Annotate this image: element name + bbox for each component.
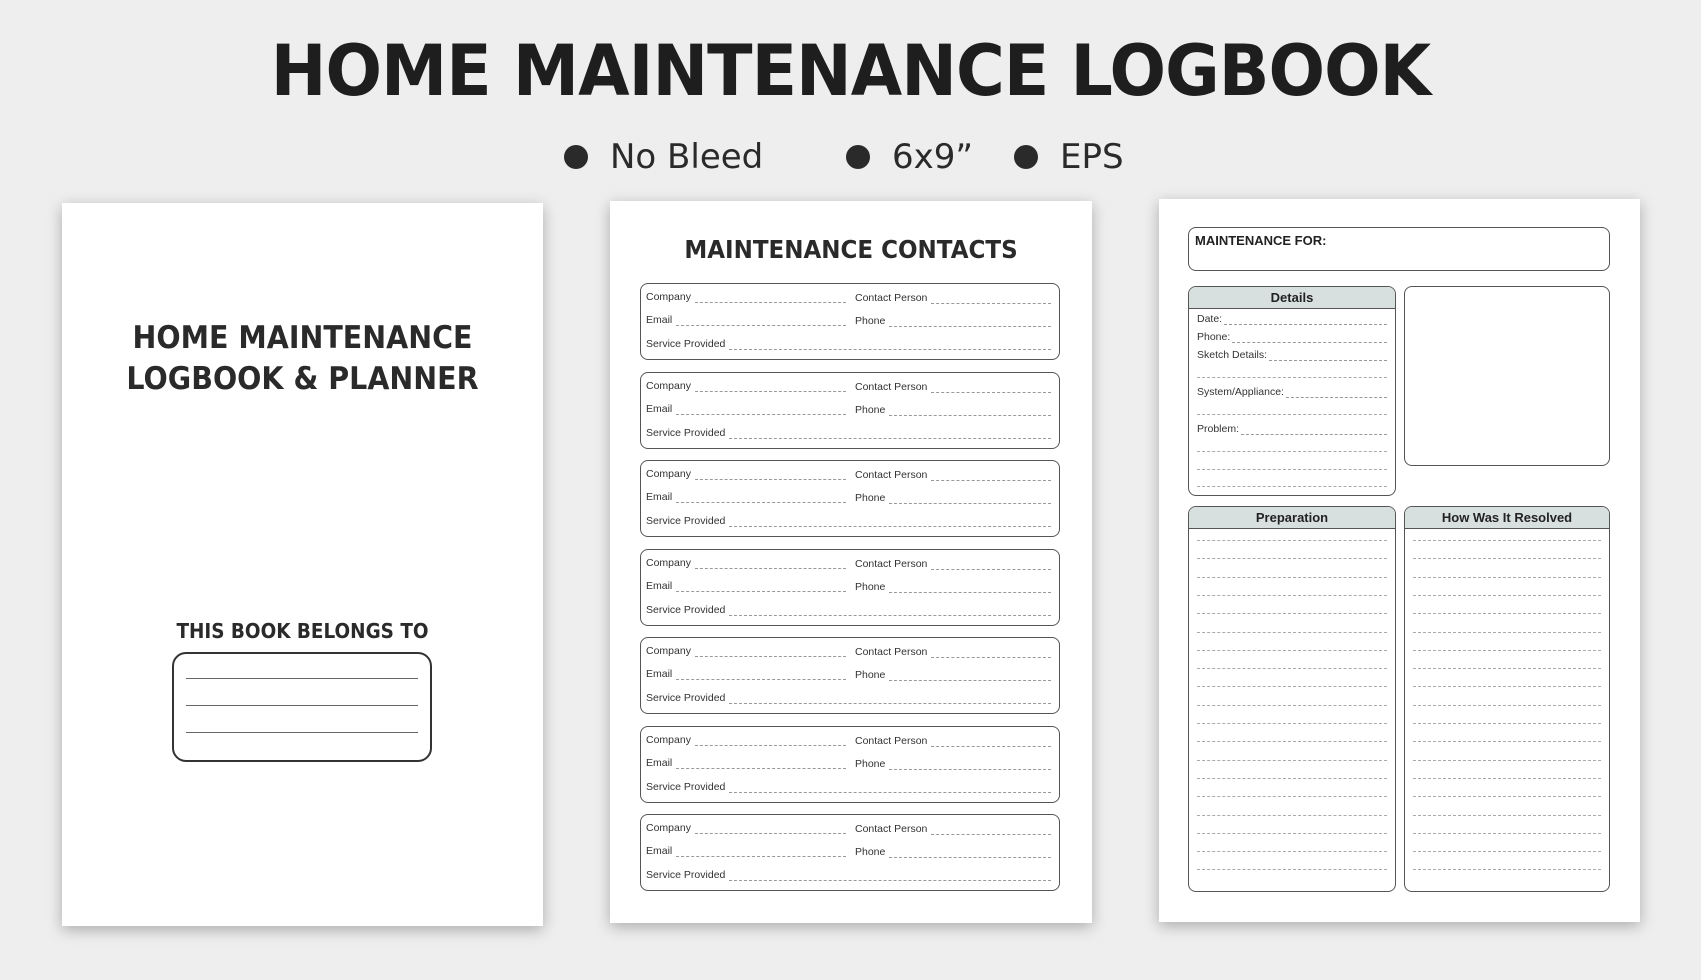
- bullet-icon: [564, 145, 588, 169]
- field-label: Contact Person: [855, 646, 928, 658]
- contact-card: [640, 372, 1060, 449]
- field-label: Company: [646, 645, 691, 657]
- email-field[interactable]: [646, 314, 846, 326]
- feature-item: [564, 135, 763, 179]
- feature-list: [0, 135, 1701, 179]
- contact-card: [640, 814, 1060, 891]
- write-line: [1197, 613, 1387, 614]
- write-line: [1413, 668, 1601, 669]
- contact-card: [640, 549, 1060, 626]
- write-line: [186, 678, 418, 679]
- field-label: Phone:: [1197, 331, 1231, 343]
- phone-field[interactable]: [1197, 331, 1387, 343]
- field-label: Phone: [855, 580, 886, 593]
- field-label: Contact Person: [855, 557, 928, 570]
- write-line: [1413, 760, 1601, 761]
- write-line: [1413, 778, 1601, 779]
- email-field[interactable]: [646, 757, 846, 769]
- preparation-panel[interactable]: [1188, 506, 1396, 892]
- write-line: [1413, 613, 1601, 614]
- resolved-title: How Was It Resolved: [1405, 507, 1609, 529]
- field-label: Contact Person: [855, 823, 928, 835]
- write-line: [1197, 705, 1387, 706]
- cover-title-line: LOGBOOK & PLANNER: [126, 361, 479, 397]
- system-appliance-field[interactable]: [1197, 386, 1387, 398]
- field-label: Email: [646, 668, 673, 680]
- field-label: Phone: [855, 492, 886, 504]
- email-field[interactable]: [646, 491, 846, 503]
- field-label: Phone: [855, 846, 886, 858]
- write-line: [1413, 540, 1601, 541]
- field-label: Service Provided: [646, 603, 726, 616]
- service-provided-field[interactable]: [646, 869, 1051, 881]
- field-label: Date:: [1197, 313, 1223, 325]
- write-line: [1197, 851, 1387, 852]
- service-provided-field[interactable]: [646, 338, 1051, 350]
- sketch-box[interactable]: [1404, 286, 1610, 466]
- write-line: [1197, 469, 1387, 470]
- contacts-page: [610, 201, 1092, 923]
- write-line: [1197, 558, 1387, 559]
- belongs-to-box[interactable]: [172, 652, 432, 762]
- log-page: [1159, 199, 1640, 922]
- write-line: [1197, 414, 1387, 415]
- write-line: [1413, 686, 1601, 687]
- field-label: Phone: [855, 757, 886, 770]
- field-label: Problem:: [1197, 423, 1240, 435]
- write-line: [1197, 778, 1387, 779]
- field-label: System/Appliance:: [1197, 386, 1284, 398]
- feature-item: [846, 135, 973, 179]
- write-line: [1413, 741, 1601, 742]
- field-label: Service Provided: [646, 338, 726, 350]
- service-provided-field[interactable]: [646, 427, 1051, 439]
- cover-title: [81, 318, 524, 400]
- write-line: [1197, 668, 1387, 669]
- field-label: Company: [646, 291, 691, 303]
- feature-label: 6x9”: [892, 137, 973, 177]
- problem-field[interactable]: [1197, 423, 1387, 435]
- field-label: Company: [646, 822, 691, 834]
- field-label: Contact Person: [855, 469, 928, 481]
- write-line: [1197, 815, 1387, 816]
- phone-field[interactable]: [855, 581, 1051, 593]
- preparation-title: Preparation: [1189, 507, 1395, 529]
- write-line: [1413, 577, 1601, 578]
- company-field[interactable]: [646, 734, 846, 746]
- field-label: Contact Person: [855, 734, 928, 747]
- company-field[interactable]: [646, 380, 846, 392]
- feature-label: EPS: [1060, 137, 1124, 177]
- field-label: Service Provided: [646, 869, 726, 881]
- company-field[interactable]: [646, 557, 846, 569]
- write-line: [1413, 851, 1601, 852]
- field-label: Email: [646, 314, 673, 326]
- company-field[interactable]: [646, 291, 846, 303]
- write-line: [1413, 723, 1601, 724]
- write-line: [1197, 869, 1387, 870]
- field-label: Company: [646, 468, 691, 480]
- maintenance-for-label: MAINTENANCE FOR:: [1195, 233, 1327, 248]
- cover-title-line: HOME MAINTENANCE: [132, 320, 473, 356]
- service-provided-field[interactable]: [646, 781, 1051, 793]
- service-provided-field[interactable]: [646, 692, 1051, 704]
- write-line: [1197, 741, 1387, 742]
- phone-field[interactable]: [855, 492, 1051, 504]
- field-label: Sketch Details:: [1197, 349, 1268, 361]
- write-line: [1197, 595, 1387, 596]
- field-label: Contact Person: [855, 292, 928, 304]
- write-line: [1197, 650, 1387, 651]
- write-line: [1413, 796, 1601, 797]
- company-field[interactable]: [646, 822, 846, 834]
- field-label: Phone: [855, 403, 886, 416]
- write-line: [186, 732, 418, 733]
- contact-card: [640, 726, 1060, 803]
- service-provided-field[interactable]: [646, 604, 1051, 616]
- page-title: HOME MAINTENANCE LOGBOOK: [270, 30, 1431, 112]
- email-field[interactable]: [646, 403, 846, 415]
- date-field[interactable]: [1197, 313, 1387, 325]
- write-line: [1413, 705, 1601, 706]
- write-line: [1197, 486, 1387, 487]
- company-field[interactable]: [646, 645, 846, 657]
- sketch-details-field[interactable]: [1197, 349, 1387, 361]
- bullet-icon: [846, 145, 870, 169]
- field-label: Phone: [855, 669, 886, 681]
- write-line: [1197, 686, 1387, 687]
- cover-page: [62, 203, 543, 926]
- phone-field[interactable]: [855, 846, 1051, 858]
- contact-person-field[interactable]: [855, 558, 1051, 570]
- write-line: [1197, 540, 1387, 541]
- field-label: Service Provided: [646, 692, 726, 704]
- contact-card: [640, 637, 1060, 714]
- field-label: Email: [646, 845, 673, 857]
- contact-person-field[interactable]: [855, 823, 1051, 835]
- write-line: [1413, 869, 1601, 870]
- phone-field[interactable]: [855, 315, 1051, 327]
- field-label: Company: [646, 556, 691, 569]
- contact-card: [640, 283, 1060, 360]
- contact-person-field[interactable]: [855, 469, 1051, 481]
- field-label: Service Provided: [646, 515, 726, 527]
- write-line: [1413, 815, 1601, 816]
- write-line: [1197, 451, 1387, 452]
- field-label: Phone: [855, 315, 886, 327]
- field-label: Service Provided: [646, 426, 726, 439]
- belongs-to-label: THIS BOOK BELONGS TO: [176, 619, 429, 643]
- write-line: [1413, 632, 1601, 633]
- contact-person-field[interactable]: [855, 381, 1051, 393]
- write-line: [1197, 632, 1387, 633]
- write-line: [1197, 723, 1387, 724]
- email-field[interactable]: [646, 845, 846, 857]
- service-provided-field[interactable]: [646, 515, 1051, 527]
- write-line: [1197, 833, 1387, 834]
- email-field[interactable]: [646, 668, 846, 680]
- contact-person-field[interactable]: [855, 735, 1051, 747]
- details-panel: [1188, 286, 1396, 496]
- write-line: [1413, 833, 1601, 834]
- field-label: Email: [646, 402, 673, 415]
- company-field[interactable]: [646, 468, 846, 480]
- write-line: [1197, 577, 1387, 578]
- field-label: Contact Person: [855, 380, 928, 393]
- phone-field[interactable]: [855, 669, 1051, 681]
- write-line: [1413, 650, 1601, 651]
- field-label: Company: [646, 379, 691, 392]
- maintenance-for-box[interactable]: [1188, 227, 1610, 271]
- contacts-title: MAINTENANCE CONTACTS: [684, 235, 1018, 264]
- details-title: Details: [1189, 287, 1395, 309]
- field-label: Email: [646, 491, 673, 503]
- write-line: [1197, 796, 1387, 797]
- write-line: [1413, 595, 1601, 596]
- feature-item: [1014, 135, 1124, 179]
- contact-person-field[interactable]: [855, 646, 1051, 658]
- contact-card: [640, 460, 1060, 537]
- field-label: Company: [646, 733, 691, 746]
- email-field[interactable]: [646, 580, 846, 592]
- feature-label: No Bleed: [610, 137, 764, 177]
- bullet-icon: [1014, 145, 1038, 169]
- phone-field[interactable]: [855, 758, 1051, 770]
- field-label: Email: [646, 756, 673, 769]
- write-line: [1197, 377, 1387, 378]
- field-label: Email: [646, 579, 673, 592]
- contact-person-field[interactable]: [855, 292, 1051, 304]
- resolved-panel[interactable]: [1404, 506, 1610, 892]
- write-line: [186, 705, 418, 706]
- field-label: Service Provided: [646, 780, 726, 793]
- write-line: [1197, 760, 1387, 761]
- write-line: [1413, 558, 1601, 559]
- phone-field[interactable]: [855, 404, 1051, 416]
